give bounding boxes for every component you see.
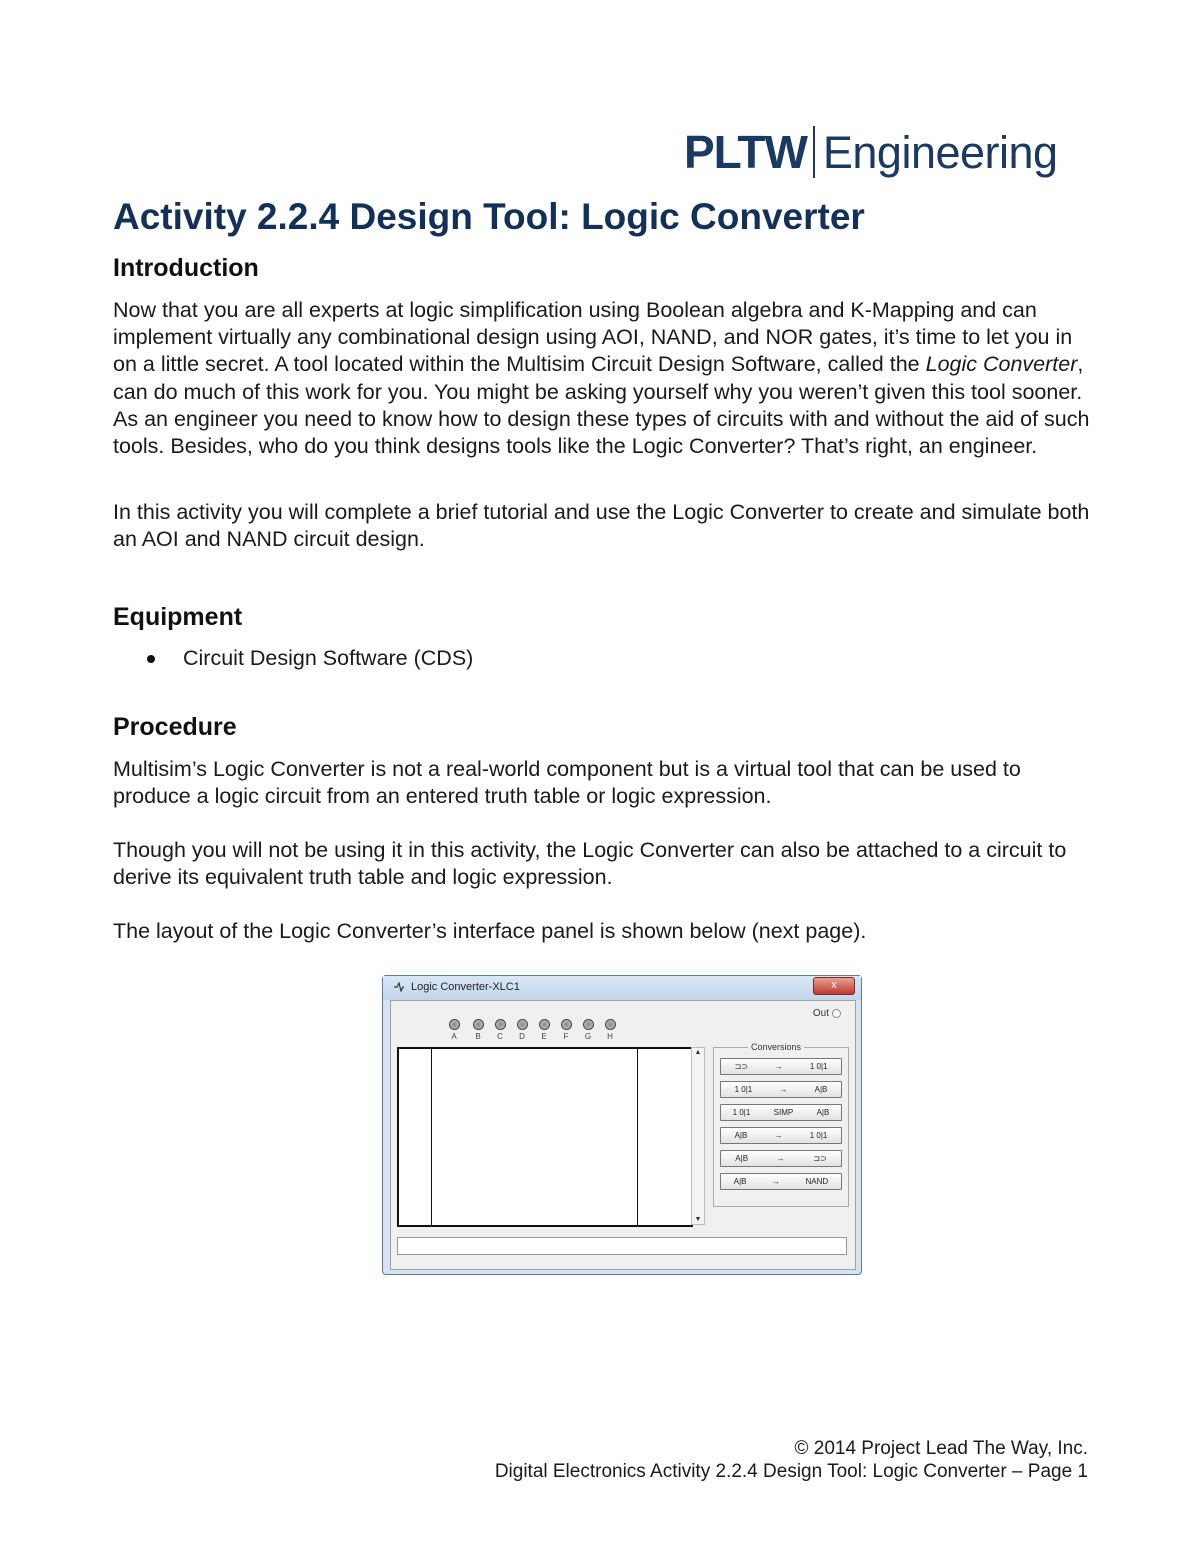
button-arrow: → — [772, 1177, 781, 1186]
equipment-heading: Equipment — [113, 603, 243, 631]
terminal-b[interactable] — [473, 1019, 483, 1041]
expression-input[interactable] — [397, 1237, 847, 1255]
introduction-heading: Introduction — [113, 254, 259, 282]
terminal-icon — [605, 1019, 616, 1030]
close-button[interactable]: x — [813, 977, 855, 995]
page-title: Activity 2.2.4 Design Tool: Logic Converter — [113, 196, 865, 237]
intro-text-b: , can do much of this work for you. You might be asking yourself why you weren’t given this tool sooner. As an engineer you need to know how to design these types of circuits with and without the aid of such tools. Besides, who do you think designs tools like the Logic Converter? That’s right, an engineer. — [113, 352, 1090, 459]
terminal-icon — [449, 1019, 460, 1030]
equipment-item — [147, 645, 473, 672]
terminal-label: B — [475, 1032, 481, 1041]
button-to: NAND — [805, 1177, 829, 1186]
button-to: A|B — [814, 1085, 828, 1094]
expression-to-circuit-button[interactable] — [720, 1150, 842, 1167]
footer-copyright: © 2014 Project Lead The Way, Inc. — [794, 1438, 1088, 1459]
logic-converter-icon — [393, 982, 405, 992]
out-label: Out — [812, 1008, 829, 1019]
button-from: 1 0|1 — [732, 1108, 751, 1117]
terminal-label: A — [451, 1032, 457, 1041]
logo-brand: PLTW — [684, 126, 807, 178]
pltw-engineering-logo — [684, 124, 1058, 180]
truth-table-area[interactable] — [397, 1047, 693, 1227]
table-divider — [431, 1049, 432, 1225]
procedure-paragraph-1: Multisim’s Logic Converter is not a real-world component but is a virtual tool that can be used to produce a logic circuit from an entered truth table or logic expression. — [113, 757, 1021, 809]
terminal-c[interactable] — [495, 1019, 505, 1041]
logic-converter-window — [382, 975, 862, 1275]
conversions-group — [713, 1042, 849, 1207]
terminal-icon — [539, 1019, 550, 1030]
terminal-icon — [517, 1019, 528, 1030]
truth-table-to-expression-button[interactable] — [720, 1081, 842, 1098]
procedure-heading: Procedure — [113, 713, 237, 741]
conversions-label: Conversions — [748, 1042, 804, 1052]
terminal-icon — [561, 1019, 572, 1030]
button-to: A|B — [816, 1108, 830, 1117]
procedure-paragraph-3: The layout of the Logic Converter’s interface panel is shown below (next page). — [113, 919, 867, 943]
terminal-label: G — [584, 1032, 592, 1041]
button-arrow: → — [774, 1062, 783, 1071]
button-from: A|B — [733, 1177, 747, 1186]
terminal-g[interactable] — [583, 1019, 593, 1041]
footer-page-line: Digital Electronics Activity 2.2.4 Design Tool: Logic Converter – Page 1 — [494, 1461, 1088, 1482]
truth-table-scrollbar[interactable] — [691, 1047, 705, 1225]
button-arrow: → — [779, 1085, 788, 1094]
button-to: 1 0|1 — [809, 1062, 828, 1071]
truth-table-to-simplified-expression-button[interactable] — [720, 1104, 842, 1121]
bullet-icon — [147, 655, 155, 663]
table-divider — [637, 1049, 638, 1225]
terminal-label: H — [607, 1032, 613, 1041]
button-from: 1 0|1 — [734, 1085, 753, 1094]
terminal-label: F — [563, 1032, 569, 1041]
terminal-a[interactable] — [449, 1019, 459, 1041]
expression-to-nand-button[interactable] — [720, 1173, 842, 1190]
button-arrow: SIMP — [773, 1108, 794, 1117]
button-from: ⊐⊃ — [734, 1062, 748, 1071]
logic-converter-italic: Logic Converter — [925, 352, 1078, 377]
logo-divider — [813, 126, 815, 178]
introduction-paragraph-1 — [113, 297, 1093, 460]
button-to: ⊐⊃ — [813, 1154, 827, 1163]
button-to: 1 0|1 — [809, 1131, 828, 1140]
out-terminal — [813, 1008, 841, 1019]
button-from: A|B — [734, 1131, 748, 1140]
terminal-icon — [495, 1019, 506, 1030]
procedure-paragraph-2: Though you will not be using it in this activity, the Logic Converter can also be attached to a circuit to derive its equivalent truth table and logic expression. — [113, 838, 1067, 890]
terminal-d[interactable] — [517, 1019, 527, 1041]
terminal-f[interactable] — [561, 1019, 571, 1041]
terminal-label: E — [541, 1032, 547, 1041]
scroll-up-icon[interactable]: ▲ — [694, 1049, 702, 1056]
expression-to-truth-table-button[interactable] — [720, 1127, 842, 1144]
scroll-down-icon[interactable]: ▼ — [694, 1216, 702, 1223]
window-title: Logic Converter-XLC1 — [411, 981, 520, 993]
logo-division: Engineering — [822, 126, 1058, 178]
out-terminal-icon[interactable] — [832, 1009, 841, 1018]
equipment-item-label: Circuit Design Software (CDS) — [183, 646, 474, 670]
introduction-paragraph-2: In this activity you will complete a brief tutorial and use the Logic Converter to create and simulate both an AOI and NAND circuit design. — [113, 500, 1090, 552]
converter-panel — [390, 1000, 856, 1270]
button-from: A|B — [735, 1154, 749, 1163]
window-titlebar[interactable] — [383, 976, 861, 1000]
terminal-label: D — [519, 1032, 525, 1041]
circuit-to-truth-table-button[interactable] — [720, 1058, 842, 1075]
button-arrow: → — [776, 1154, 785, 1163]
terminal-label: C — [497, 1032, 503, 1041]
intro-text-a: Now that you are all experts at logic simplification using Boolean algebra and K-Mapping and can implement virtually any combinational design using AOI, NAND, and NOR gates, it’s time to let you in on a little secret. A tool located within the Multisim Circuit Design Software, called the — [113, 298, 1073, 377]
button-arrow: → — [774, 1131, 783, 1140]
terminal-icon — [473, 1019, 484, 1030]
terminal-h[interactable] — [605, 1019, 615, 1041]
terminal-e[interactable] — [539, 1019, 549, 1041]
terminal-icon — [583, 1019, 594, 1030]
